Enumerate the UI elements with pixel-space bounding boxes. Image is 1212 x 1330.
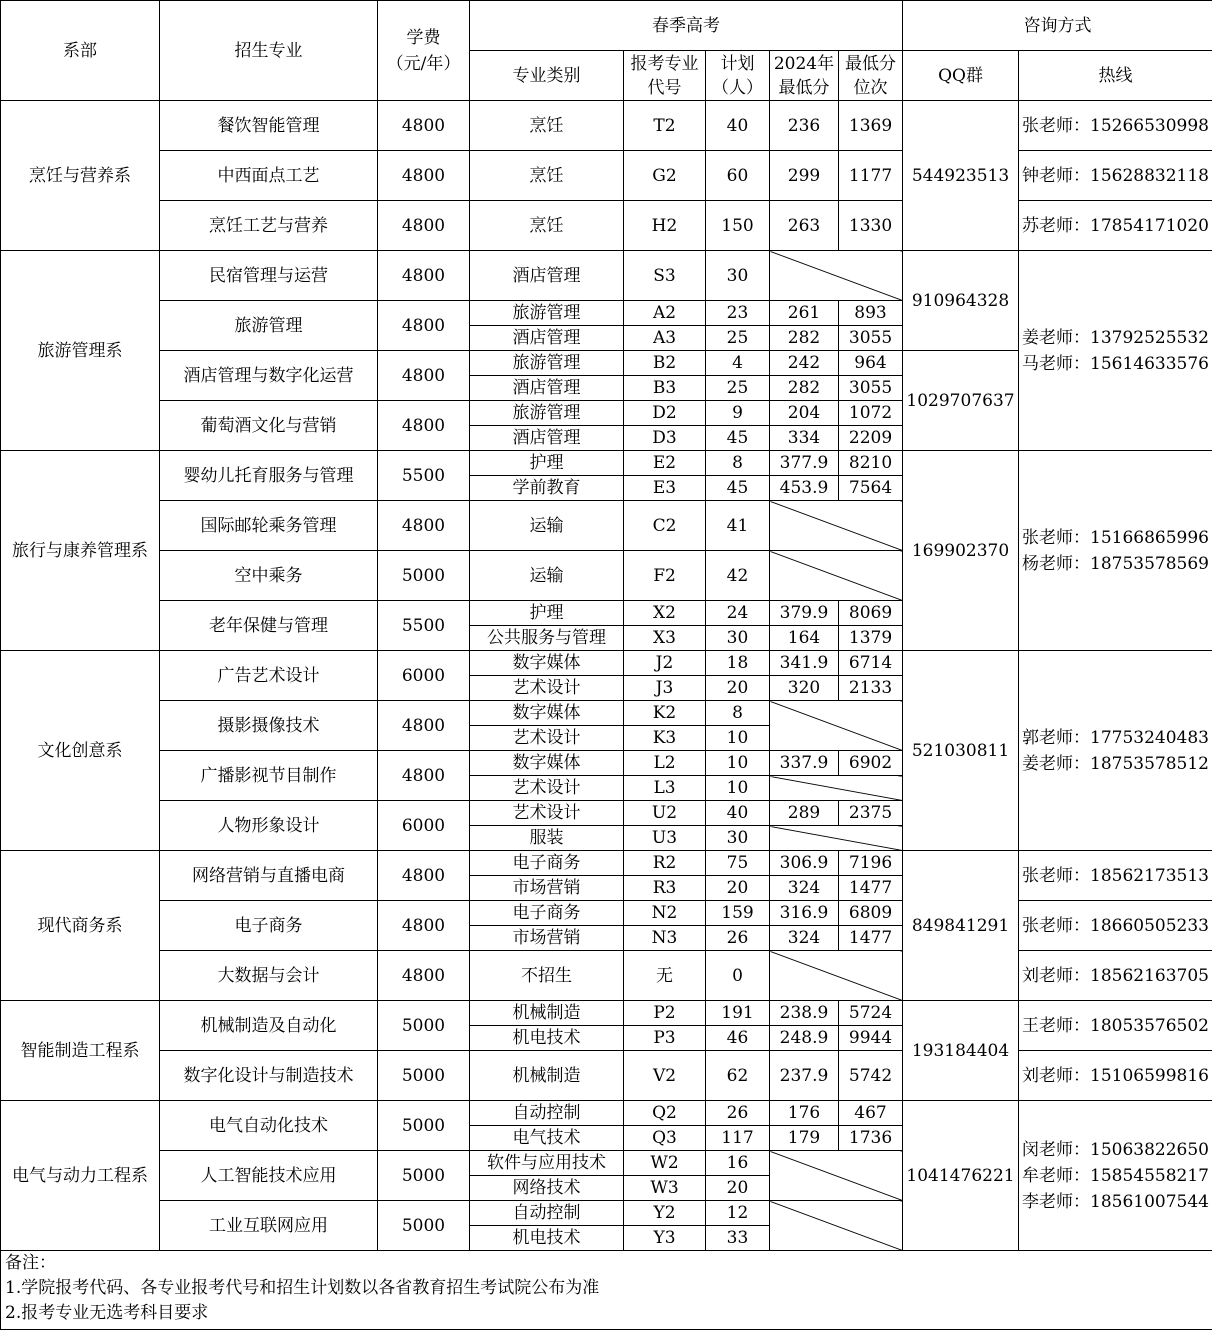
- min-score: 282: [770, 326, 839, 351]
- hotline: 张老师：15266530998: [1019, 101, 1212, 151]
- major-name: 葡萄酒文化与营销: [160, 401, 378, 451]
- min-rank: 893: [839, 301, 903, 326]
- major-name: 广播影视节目制作: [160, 751, 378, 801]
- tuition-fee: 4800: [378, 301, 470, 351]
- notes-title: 备注：: [5, 1251, 1212, 1276]
- min-score: 334: [770, 426, 839, 451]
- min-rank: 5742: [839, 1051, 903, 1101]
- qq-group: 521030811: [903, 651, 1019, 851]
- major-name: 空中乘务: [160, 551, 378, 601]
- header-min-rank: 最低分 位次: [839, 51, 903, 101]
- category: 数字媒体: [470, 701, 624, 726]
- plan-count: 20: [706, 876, 770, 901]
- note-line: 2.报考专业无选考科目要求: [5, 1301, 1212, 1326]
- plan-count: 25: [706, 326, 770, 351]
- min-rank: 1177: [839, 151, 903, 201]
- plan-count: 10: [706, 751, 770, 776]
- min-score: 306.9: [770, 851, 839, 876]
- exam-code: A2: [624, 301, 706, 326]
- plan-count: 30: [706, 826, 770, 851]
- category: 酒店管理: [470, 426, 624, 451]
- exam-code: K2: [624, 701, 706, 726]
- plan-count: 30: [706, 626, 770, 651]
- plan-count: 159: [706, 901, 770, 926]
- min-rank: 9944: [839, 1026, 903, 1051]
- min-rank: 7564: [839, 476, 903, 501]
- no-data-cell: [770, 551, 903, 601]
- min-score: 261: [770, 301, 839, 326]
- major-name: 大数据与会计: [160, 951, 378, 1001]
- hotline: 郭老师：17753240483 姜老师：18753578512: [1019, 651, 1212, 851]
- min-score: 324: [770, 876, 839, 901]
- no-data-cell: [770, 501, 903, 551]
- major-name: 酒店管理与数字化运营: [160, 351, 378, 401]
- category: 艺术设计: [470, 801, 624, 826]
- min-rank: 1379: [839, 626, 903, 651]
- qq-group: 1041476221: [903, 1101, 1019, 1251]
- header-code: 报考专业 代号: [624, 51, 706, 101]
- min-score: 179: [770, 1126, 839, 1151]
- plan-count: 8: [706, 451, 770, 476]
- tuition-fee: 4800: [378, 751, 470, 801]
- department-name: 智能制造工程系: [1, 1001, 160, 1101]
- plan-count: 0: [706, 951, 770, 1001]
- department-name: 现代商务系: [1, 851, 160, 1001]
- header-fee: 学费 （元/年）: [378, 1, 470, 101]
- tuition-fee: 4800: [378, 151, 470, 201]
- hotline: 刘老师：15106599816: [1019, 1051, 1212, 1101]
- header-hotline: 热线: [1019, 51, 1212, 101]
- min-score: 248.9: [770, 1026, 839, 1051]
- exam-code: V2: [624, 1051, 706, 1101]
- category: 酒店管理: [470, 251, 624, 301]
- major-name: 国际邮轮乘务管理: [160, 501, 378, 551]
- exam-code: N2: [624, 901, 706, 926]
- tuition-fee: 6000: [378, 651, 470, 701]
- qq-group: 849841291: [903, 851, 1019, 1001]
- category: 市场营销: [470, 926, 624, 951]
- min-rank: 8210: [839, 451, 903, 476]
- plan-count: 26: [706, 926, 770, 951]
- hotline: 王老师：18053576502: [1019, 1001, 1212, 1051]
- min-score: 377.9: [770, 451, 839, 476]
- exam-code: X2: [624, 601, 706, 626]
- plan-count: 25: [706, 376, 770, 401]
- min-rank: 3055: [839, 326, 903, 351]
- exam-code: N3: [624, 926, 706, 951]
- exam-code: C2: [624, 501, 706, 551]
- min-rank: 3055: [839, 376, 903, 401]
- min-score: 238.9: [770, 1001, 839, 1026]
- tuition-fee: 4800: [378, 701, 470, 751]
- category: 公共服务与管理: [470, 626, 624, 651]
- min-score: 164: [770, 626, 839, 651]
- exam-code: Q3: [624, 1126, 706, 1151]
- category: 电子商务: [470, 851, 624, 876]
- category: 旅游管理: [470, 351, 624, 376]
- category: 运输: [470, 501, 624, 551]
- plan-count: 191: [706, 1001, 770, 1026]
- exam-code: E3: [624, 476, 706, 501]
- header-spring: 春季高考: [470, 1, 903, 51]
- min-rank: 964: [839, 351, 903, 376]
- min-score: 341.9: [770, 651, 839, 676]
- major-name: 人工智能技术应用: [160, 1151, 378, 1201]
- exam-code: U3: [624, 826, 706, 851]
- department-name: 电气与动力工程系: [1, 1101, 160, 1251]
- hotline: 张老师：18562173513: [1019, 851, 1212, 901]
- min-rank: 5724: [839, 1001, 903, 1026]
- qq-group: 910964328: [903, 251, 1019, 351]
- major-name: 电子商务: [160, 901, 378, 951]
- tuition-fee: 5000: [378, 1101, 470, 1151]
- exam-code: D2: [624, 401, 706, 426]
- no-data-cell: [770, 701, 903, 751]
- exam-code: Y3: [624, 1226, 706, 1251]
- plan-count: 26: [706, 1101, 770, 1126]
- category: 护理: [470, 451, 624, 476]
- category: 旅游管理: [470, 401, 624, 426]
- exam-code: E2: [624, 451, 706, 476]
- category: 旅游管理: [470, 301, 624, 326]
- exam-code: Q2: [624, 1101, 706, 1126]
- exam-code: 无: [624, 951, 706, 1001]
- major-name: 旅游管理: [160, 301, 378, 351]
- category: 酒店管理: [470, 376, 624, 401]
- min-rank: 1477: [839, 926, 903, 951]
- exam-code: K3: [624, 726, 706, 751]
- min-rank: 1072: [839, 401, 903, 426]
- department-name: 旅行与康养管理系: [1, 451, 160, 651]
- plan-count: 60: [706, 151, 770, 201]
- tuition-fee: 4800: [378, 401, 470, 451]
- exam-code: U2: [624, 801, 706, 826]
- qq-group: 1029707637: [903, 351, 1019, 451]
- major-name: 摄影摄像技术: [160, 701, 378, 751]
- tuition-fee: 6000: [378, 801, 470, 851]
- min-rank: 6902: [839, 751, 903, 776]
- exam-code: G2: [624, 151, 706, 201]
- min-score: 379.9: [770, 601, 839, 626]
- category: 市场营销: [470, 876, 624, 901]
- major-name: 餐饮智能管理: [160, 101, 378, 151]
- major-name: 机械制造及自动化: [160, 1001, 378, 1051]
- qq-group: 544923513: [903, 101, 1019, 251]
- category: 电子商务: [470, 901, 624, 926]
- plan-count: 30: [706, 251, 770, 301]
- tuition-fee: 5500: [378, 451, 470, 501]
- tuition-fee: 4800: [378, 351, 470, 401]
- category: 艺术设计: [470, 726, 624, 751]
- qq-group: 193184404: [903, 1001, 1019, 1101]
- category: 数字媒体: [470, 751, 624, 776]
- plan-count: 40: [706, 101, 770, 151]
- exam-code: R2: [624, 851, 706, 876]
- min-score: 453.9: [770, 476, 839, 501]
- major-name: 老年保健与管理: [160, 601, 378, 651]
- exam-code: A3: [624, 326, 706, 351]
- min-score: 282: [770, 376, 839, 401]
- min-rank: 1477: [839, 876, 903, 901]
- tuition-fee: 4800: [378, 251, 470, 301]
- hotline: 钟老师：15628832118: [1019, 151, 1212, 201]
- hotline: 张老师：18660505233: [1019, 901, 1212, 951]
- min-rank: 6809: [839, 901, 903, 926]
- min-rank: 7196: [839, 851, 903, 876]
- tuition-fee: 5000: [378, 1201, 470, 1251]
- tuition-fee: 5000: [378, 551, 470, 601]
- exam-code: B3: [624, 376, 706, 401]
- min-rank: 6714: [839, 651, 903, 676]
- qq-group: 169902370: [903, 451, 1019, 651]
- exam-code: J2: [624, 651, 706, 676]
- tuition-fee: 5000: [378, 1001, 470, 1051]
- no-data-cell: [770, 776, 903, 801]
- exam-code: Y2: [624, 1201, 706, 1226]
- plan-count: 41: [706, 501, 770, 551]
- min-score: 263: [770, 201, 839, 251]
- hotline: 刘老师：18562163705: [1019, 951, 1212, 1001]
- hotline: 闵老师：15063822650 牟老师：15854558217 李老师：18561007544: [1019, 1101, 1212, 1251]
- header-major: 招生专业: [160, 1, 378, 101]
- category: 艺术设计: [470, 676, 624, 701]
- plan-count: 4: [706, 351, 770, 376]
- notes-section: [1, 1251, 1212, 1330]
- min-score: 237.9: [770, 1051, 839, 1101]
- min-score: 289: [770, 801, 839, 826]
- tuition-fee: 4800: [378, 501, 470, 551]
- exam-code: H2: [624, 201, 706, 251]
- plan-count: 117: [706, 1126, 770, 1151]
- min-rank: 1369: [839, 101, 903, 151]
- no-data-cell: [770, 1151, 903, 1201]
- category: 自动控制: [470, 1201, 624, 1226]
- tuition-fee: 5000: [378, 1151, 470, 1201]
- exam-code: F2: [624, 551, 706, 601]
- min-score: 324: [770, 926, 839, 951]
- no-data-cell: [770, 826, 903, 851]
- major-name: 民宿管理与运营: [160, 251, 378, 301]
- category: 自动控制: [470, 1101, 624, 1126]
- tuition-fee: 4800: [378, 201, 470, 251]
- exam-code: J3: [624, 676, 706, 701]
- category: 烹饪: [470, 101, 624, 151]
- plan-count: 20: [706, 676, 770, 701]
- department-name: 烹饪与营养系: [1, 101, 160, 251]
- min-score: 337.9: [770, 751, 839, 776]
- hotline: 姜老师：13792525532 马老师：15614633576: [1019, 251, 1212, 451]
- plan-count: 10: [706, 776, 770, 801]
- category: 机电技术: [470, 1026, 624, 1051]
- plan-count: 20: [706, 1176, 770, 1201]
- exam-code: B2: [624, 351, 706, 376]
- header-contact: 咨询方式: [903, 1, 1212, 51]
- plan-count: 40: [706, 801, 770, 826]
- category: 烹饪: [470, 201, 624, 251]
- plan-count: 150: [706, 201, 770, 251]
- min-rank: 2209: [839, 426, 903, 451]
- category: 机电技术: [470, 1226, 624, 1251]
- category: 网络技术: [470, 1176, 624, 1201]
- no-data-cell: [770, 951, 903, 1001]
- category: 酒店管理: [470, 326, 624, 351]
- min-rank: 2133: [839, 676, 903, 701]
- min-score: 242: [770, 351, 839, 376]
- min-score: 299: [770, 151, 839, 201]
- header-qq: QQ群: [903, 51, 1019, 101]
- no-data-cell: [770, 1201, 903, 1251]
- department-name: 旅游管理系: [1, 251, 160, 451]
- department-name: 文化创意系: [1, 651, 160, 851]
- category: 运输: [470, 551, 624, 601]
- category: 烹饪: [470, 151, 624, 201]
- exam-code: D3: [624, 426, 706, 451]
- plan-count: 75: [706, 851, 770, 876]
- major-name: 电气自动化技术: [160, 1101, 378, 1151]
- category: 软件与应用技术: [470, 1151, 624, 1176]
- header-category: 专业类别: [470, 51, 624, 101]
- tuition-fee: 4800: [378, 951, 470, 1001]
- plan-count: 45: [706, 426, 770, 451]
- plan-count: 62: [706, 1051, 770, 1101]
- category: 电气技术: [470, 1126, 624, 1151]
- major-name: 中西面点工艺: [160, 151, 378, 201]
- exam-code: L2: [624, 751, 706, 776]
- exam-code: S3: [624, 251, 706, 301]
- tuition-fee: 5000: [378, 1051, 470, 1101]
- min-score: 236: [770, 101, 839, 151]
- min-rank: 2375: [839, 801, 903, 826]
- no-data-cell: [770, 251, 903, 301]
- major-name: 烹饪工艺与营养: [160, 201, 378, 251]
- major-name: 人物形象设计: [160, 801, 378, 851]
- category: 数字媒体: [470, 651, 624, 676]
- major-name: 婴幼儿托育服务与管理: [160, 451, 378, 501]
- tuition-fee: 4800: [378, 901, 470, 951]
- plan-count: 24: [706, 601, 770, 626]
- header-dept: 系部: [1, 1, 160, 101]
- category: 机械制造: [470, 1001, 624, 1026]
- plan-count: 46: [706, 1026, 770, 1051]
- major-name: 工业互联网应用: [160, 1201, 378, 1251]
- exam-code: L3: [624, 776, 706, 801]
- tuition-fee: 4800: [378, 101, 470, 151]
- plan-count: 16: [706, 1151, 770, 1176]
- min-score: 176: [770, 1101, 839, 1126]
- min-score: 316.9: [770, 901, 839, 926]
- category: 学前教育: [470, 476, 624, 501]
- tuition-fee: 5500: [378, 601, 470, 651]
- hotline: 苏老师：17854171020: [1019, 201, 1212, 251]
- header-min-score: 2024年 最低分: [770, 51, 839, 101]
- plan-count: 12: [706, 1201, 770, 1226]
- plan-count: 23: [706, 301, 770, 326]
- exam-code: W2: [624, 1151, 706, 1176]
- category: 机械制造: [470, 1051, 624, 1101]
- major-name: 广告艺术设计: [160, 651, 378, 701]
- hotline: 张老师：15166865996 杨老师：18753578569: [1019, 451, 1212, 651]
- plan-count: 9: [706, 401, 770, 426]
- plan-count: 45: [706, 476, 770, 501]
- exam-code: P3: [624, 1026, 706, 1051]
- category: 服装: [470, 826, 624, 851]
- category: 不招生: [470, 951, 624, 1001]
- category: 护理: [470, 601, 624, 626]
- tuition-fee: 4800: [378, 851, 470, 901]
- exam-code: X3: [624, 626, 706, 651]
- major-name: 网络营销与直播电商: [160, 851, 378, 901]
- min-rank: 8069: [839, 601, 903, 626]
- plan-count: 8: [706, 701, 770, 726]
- exam-code: P2: [624, 1001, 706, 1026]
- min-score: 204: [770, 401, 839, 426]
- plan-count: 42: [706, 551, 770, 601]
- note-line: 1.学院报考代码、各专业报考代号和招生计划数以各省教育招生考试院公布为准: [5, 1276, 1212, 1301]
- exam-code: W3: [624, 1176, 706, 1201]
- plan-count: 10: [706, 726, 770, 751]
- header-plan: 计划 （人）: [706, 51, 770, 101]
- plan-count: 33: [706, 1226, 770, 1251]
- major-name: 数字化设计与制造技术: [160, 1051, 378, 1101]
- exam-code: T2: [624, 101, 706, 151]
- category: 艺术设计: [470, 776, 624, 801]
- min-score: 320: [770, 676, 839, 701]
- min-rank: 467: [839, 1101, 903, 1126]
- plan-count: 18: [706, 651, 770, 676]
- min-rank: 1330: [839, 201, 903, 251]
- min-rank: 1736: [839, 1126, 903, 1151]
- exam-code: R3: [624, 876, 706, 901]
